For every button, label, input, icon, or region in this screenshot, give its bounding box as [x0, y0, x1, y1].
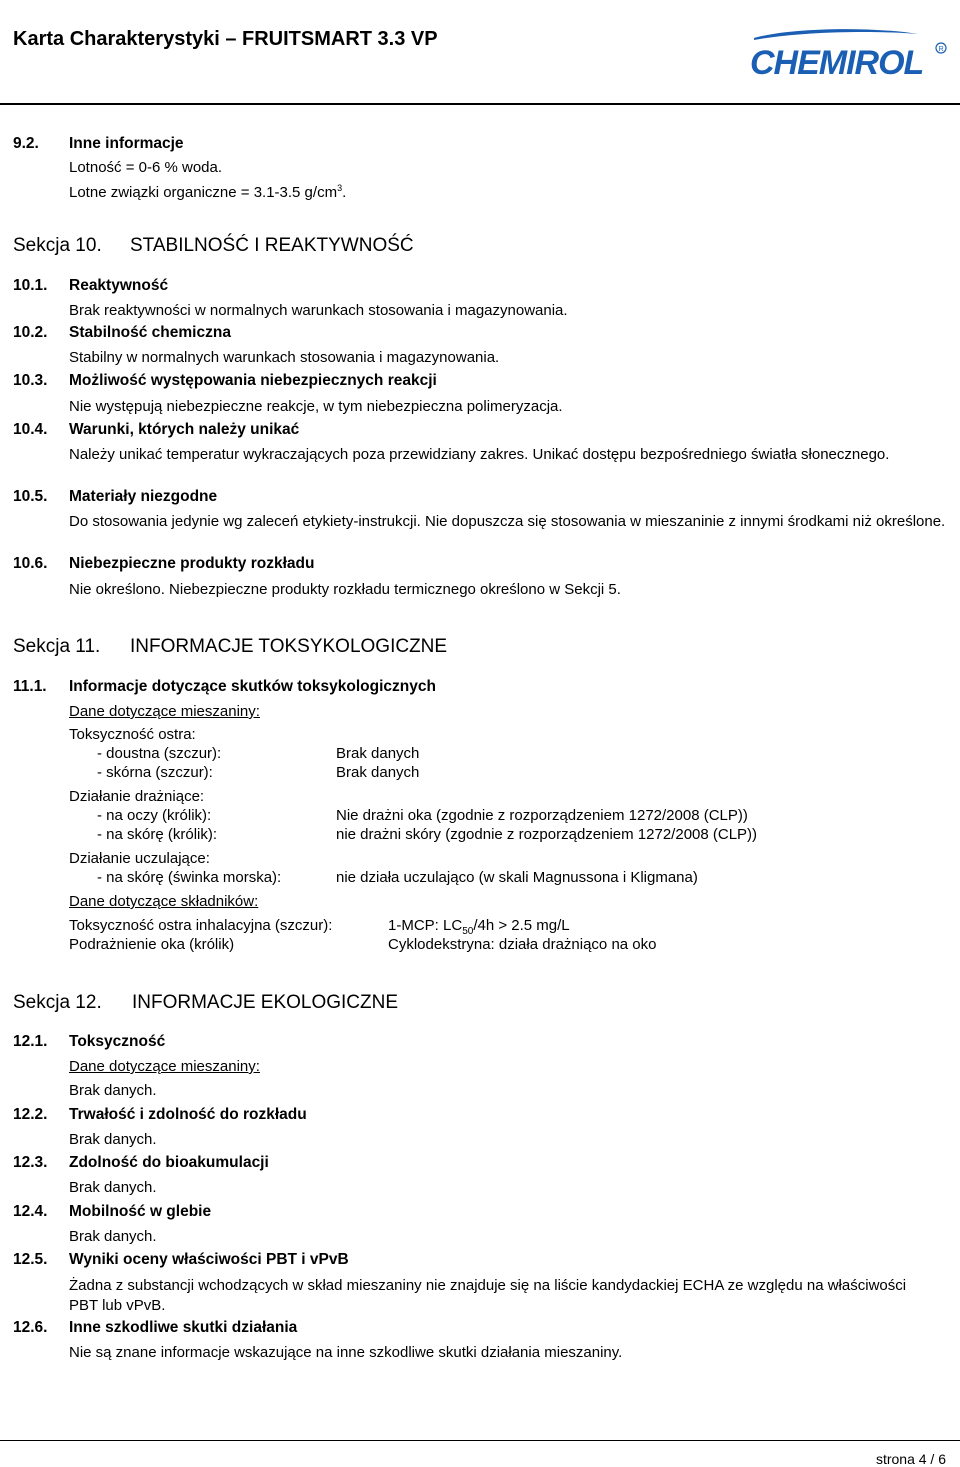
acute-toxicity-label: Toksyczność ostra:: [69, 726, 196, 743]
subsection-title: Materiały niezgodne: [69, 488, 218, 505]
subsection-number: 10.1.: [13, 277, 48, 294]
subsection-text: Nie są znane informacje wskazujące na inne szkodliwe skutki działania mieszaniny.: [69, 1344, 623, 1361]
irritation-label: Działanie drażniące:: [69, 788, 205, 805]
volatility-text: Lotność = 0-6 % woda.: [69, 159, 223, 176]
chemirol-logo: [748, 26, 948, 80]
tox-row-label: - doustna (szczur):: [97, 745, 222, 762]
subsection-title: Inne szkodliwe skutki działania: [69, 1319, 298, 1336]
subsection-title: Reaktywność: [69, 277, 169, 294]
subsection-title: Wyniki oceny właściwości PBT i vPvB: [69, 1251, 349, 1268]
tox-row-value: Cyklodekstryna: działa drażniąco na oko: [388, 936, 657, 953]
header-divider: [0, 103, 960, 105]
voc-text: Lotne związki organiczne = 3.1-3.5 $g/cm^3$.: [69, 183, 347, 201]
section-label: Sekcja 12.: [13, 992, 102, 1013]
section-title: INFORMACJE EKOLOGICZNE: [132, 992, 399, 1013]
tox-row-value: Brak danych: [336, 745, 420, 762]
section-label: Sekcja 10.: [13, 235, 102, 256]
subsection-title: Trwałość i zdolność do rozkładu: [69, 1106, 307, 1123]
subsection-text: Brak danych.: [69, 1228, 157, 1245]
section-11-heading: [13, 636, 448, 658]
subsection-number: 12.1.: [13, 1033, 48, 1050]
subsection-title: Warunki, których należy unikać: [69, 421, 300, 438]
subsection-title: Informacje dotyczące skutków toksykologicznych: [69, 678, 436, 695]
subsection-text: Do stosowania jedynie wg zaleceń etykiety-instrukcji. Nie dopuszcza się stosowania w mieszaninie z innymi środkami niż określone.: [69, 513, 946, 530]
section-12-heading: [13, 992, 399, 1014]
subsection-text: Brak danych.: [69, 1179, 157, 1196]
subsection-title: Toksyczność: [69, 1033, 166, 1050]
tox-row-label: Toksyczność ostra inhalacyjna (szczur):: [69, 917, 333, 934]
subsection-number: 12.4.: [13, 1203, 48, 1220]
section-title: STABILNOŚĆ I REAKTYWNOŚĆ: [130, 235, 414, 256]
subsection-number: 9.2.: [13, 135, 39, 152]
subsection-title: Stabilność chemiczna: [69, 324, 231, 341]
document-title: Karta Charakterystyki – FRUITSMART 3.3 VP: [13, 28, 438, 50]
subsection-number: 10.3.: [13, 372, 48, 389]
subsection-number: 10.2.: [13, 324, 48, 341]
subsection-number: 10.5.: [13, 488, 48, 505]
subsection-title: Zdolność do bioakumulacji: [69, 1154, 269, 1171]
subsection-text: Brak danych.: [69, 1131, 157, 1148]
tox-row-value: Brak danych: [336, 764, 420, 781]
subsection-number: 10.6.: [13, 555, 48, 572]
section-10-heading: [13, 235, 414, 257]
tox-row-value: 1-MCP: $LC_{50}/4h > 2.5$ mg/L: [388, 917, 570, 937]
subsection-title: Inne informacje: [69, 135, 184, 152]
subsection-title: Możliwość występowania niebezpiecznych reakcji: [69, 372, 437, 389]
tox-row-label: - skórna (szczur):: [97, 764, 213, 781]
sensitisation-label: Działanie uczulające:: [69, 850, 210, 867]
section-title: INFORMACJE TOKSYKOLOGICZNE: [130, 636, 448, 657]
mixture-data-label: Dane dotyczące mieszaniny:: [69, 703, 260, 720]
subsection-text: Brak reaktywności w normalnych warunkach stosowania i magazynowania.: [69, 302, 568, 319]
tox-row-label: - na oczy (królik):: [97, 807, 212, 824]
tox-row-value: nie działa uczulająco (w skali Magnussona i Kligmana): [336, 869, 698, 886]
subsection-text: Nie występują niebezpieczne reakcje, w tym niebezpieczna polimeryzacja.: [69, 398, 563, 415]
subsection-text: Należy unikać temperatur wykraczających poza przewidziany zakres. Unikać dostępu bezpośredniego światła słonecznego.: [69, 446, 890, 463]
tox-row-value: Nie drażni oka (zgodnie z rozporządzeniem 1272/2008 (CLP)): [336, 807, 748, 824]
component-data-label: Dane dotyczące składników:: [69, 893, 259, 910]
subsection-text: Brak danych.: [69, 1082, 157, 1099]
tox-row-value: nie drażni skóry (zgodnie z rozporządzeniem 1272/2008 (CLP)): [336, 826, 758, 843]
page-header: [0, 0, 960, 110]
svg-text:R: R: [938, 46, 944, 53]
subsection-title: Mobilność w glebie: [69, 1203, 212, 1220]
svg-text:CHEMIROL: CHEMIROL: [750, 44, 924, 80]
subsection-number: 10.4.: [13, 421, 48, 438]
subsection-number: 11.1.: [13, 678, 47, 695]
subsection-text: Stabilny w normalnych warunkach stosowania i magazynowania.: [69, 349, 500, 366]
subsection-number: 12.5.: [13, 1251, 48, 1268]
tox-row-label: - na skórę (królik):: [97, 826, 218, 843]
mixture-data-label: Dane dotyczące mieszaniny:: [69, 1058, 260, 1075]
subsection-text: Nie określono. Niebezpieczne produkty rozkładu termicznego określono w Sekcji 5.: [69, 581, 621, 598]
tox-row-label: Podrażnienie oka (królik): [69, 936, 235, 953]
footer-divider: [0, 1440, 960, 1441]
section-label: Sekcja 11.: [13, 636, 101, 657]
subsection-number: 12.6.: [13, 1319, 48, 1336]
subsection-text: Żadna z substancji wchodzących w skład mieszaniny nie znajduje się na liście kandydackiej ECHA ze względu na właściwości PBT lub vPvB.: [69, 1277, 907, 1314]
subsection-number: 12.3.: [13, 1154, 48, 1171]
subsection-number: 12.2.: [13, 1106, 48, 1123]
page-number: strona 4 / 6: [875, 1451, 946, 1467]
subsection-title: Niebezpieczne produkty rozkładu: [69, 555, 315, 572]
tox-row-label: - na skórę (świnka morska):: [97, 869, 282, 886]
